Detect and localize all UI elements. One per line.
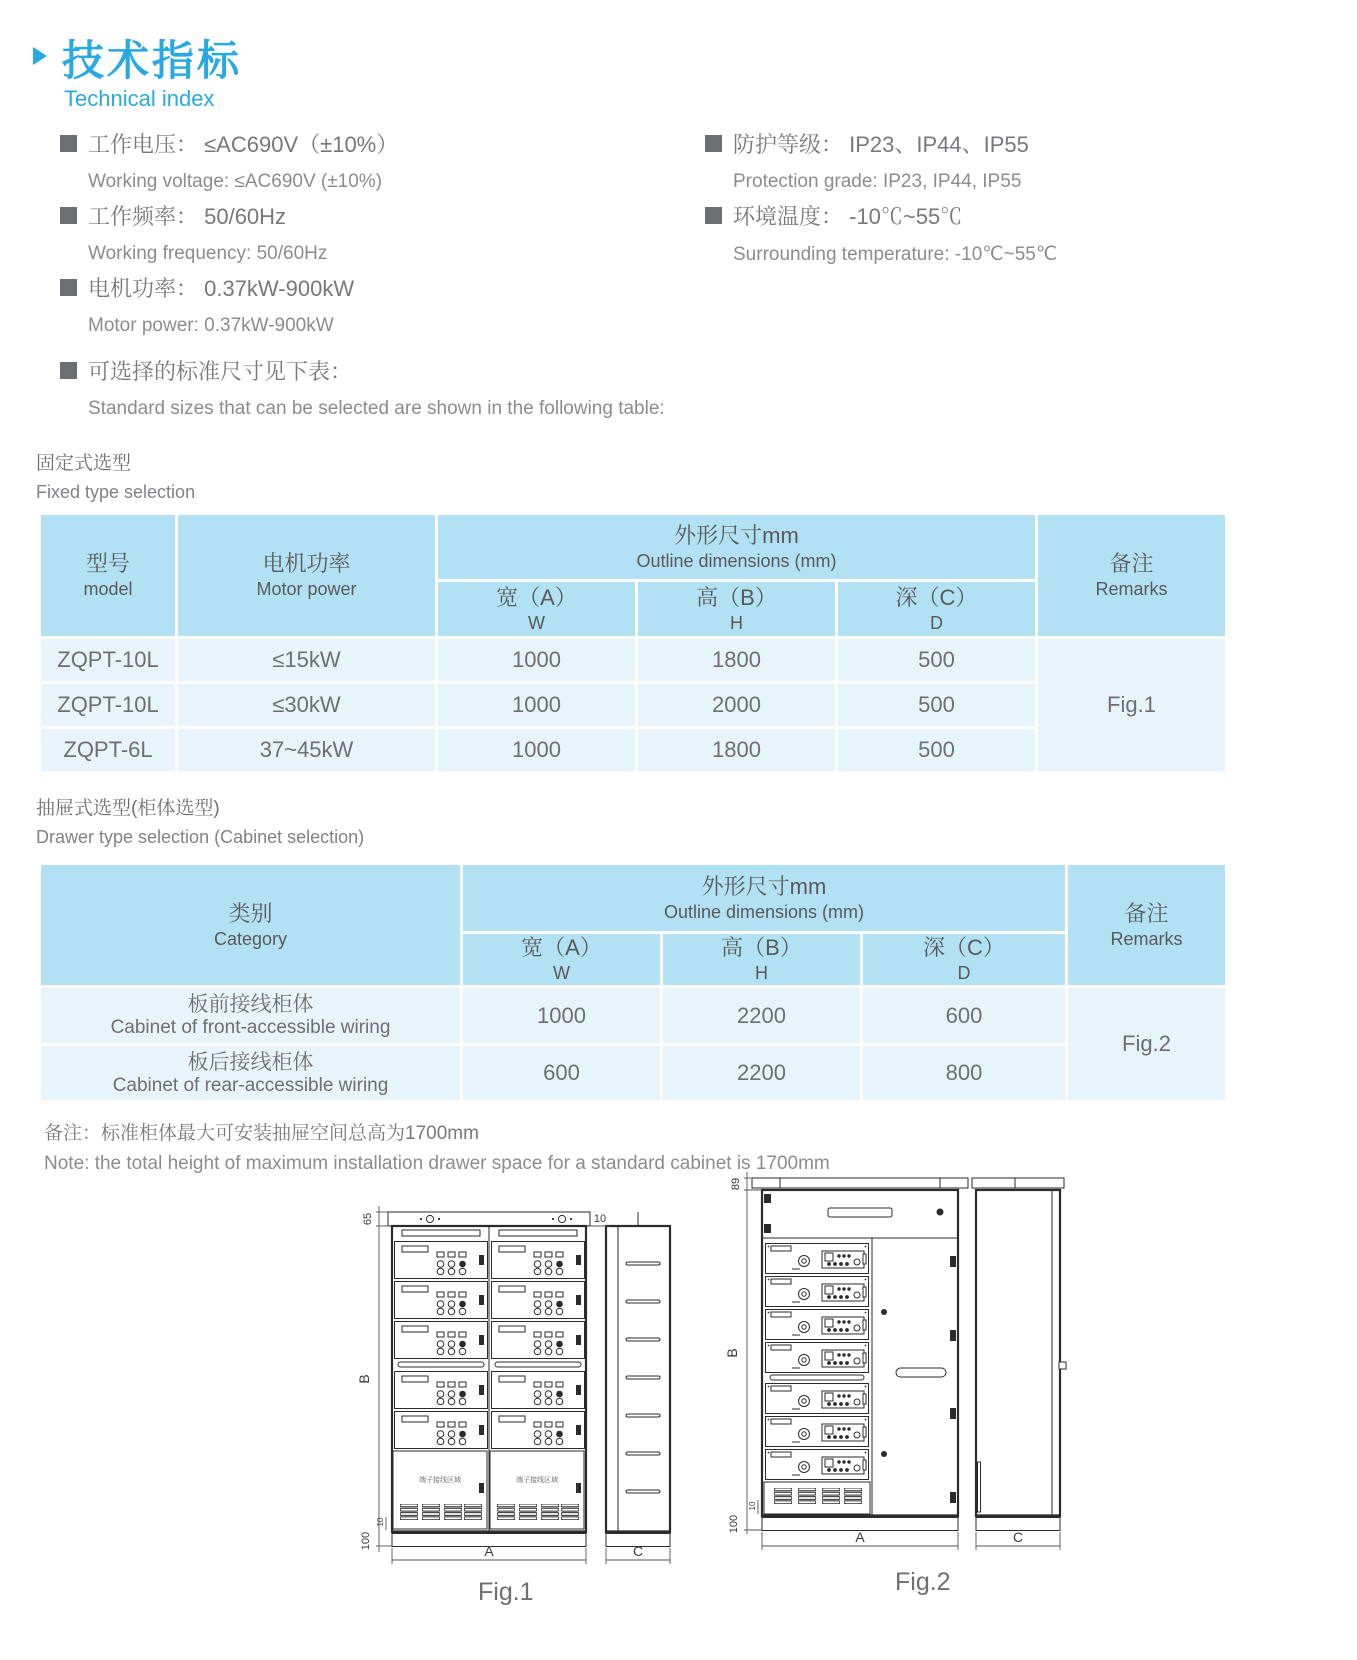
fig2-front-view <box>752 1178 968 1531</box>
dim-width: A <box>855 1529 865 1545</box>
spec-cn: 环境温度： -10℃~55℃ <box>733 204 963 229</box>
header-cn: 深（C） <box>895 584 978 610</box>
header-cn: 类别 <box>228 900 273 926</box>
cell-width: 1000 <box>437 683 637 728</box>
spec-motor-power <box>60 272 354 337</box>
dim-width: A <box>484 1543 494 1559</box>
dim-cap-height: 89 <box>730 1177 742 1191</box>
drawer-type-table <box>38 862 1228 1103</box>
cell-model: ZQPT-10L <box>40 683 177 728</box>
col-header-outline-dimensions <box>437 514 1037 581</box>
footnote-cn: 备注：标准柜体最大可安装抽屉空间总高为1700mm <box>44 1123 479 1144</box>
section-label-cn: 固定式选型 <box>36 453 132 474</box>
col-header-width <box>462 933 662 987</box>
table-row <box>40 638 1227 683</box>
terminal-area-label: 端子接线区域 <box>419 1477 461 1484</box>
cell-remarks: Fig.2 <box>1067 987 1227 1102</box>
fig1-cabinet-drawing <box>338 1192 688 1582</box>
dim-depth: C <box>1012 1529 1024 1545</box>
header-cn: 外形尺寸mm <box>674 522 799 548</box>
header-en: Remarks <box>1095 579 1168 599</box>
section-label-en: Drawer type selection (Cabinet selection) <box>36 827 365 847</box>
category-cn: 板后接线柜体 <box>187 1050 314 1074</box>
header-cn: 备注 <box>1124 900 1169 926</box>
table-row <box>40 987 1227 1045</box>
drawer-type-section-label <box>36 793 364 848</box>
cell-height: 2200 <box>662 987 862 1045</box>
section-arrow-icon <box>33 47 47 65</box>
category-cn: 板前接线柜体 <box>187 993 314 1016</box>
cell-power: ≤30kW <box>177 683 437 728</box>
header-en: H <box>755 963 768 983</box>
page-title: 技术指标 <box>62 37 243 84</box>
spec-standard-sizes <box>60 355 665 420</box>
fig1-caption: Fig.1 <box>478 1578 534 1606</box>
header-en: Outline dimensions (mm) <box>636 550 837 571</box>
fig2-caption: Fig.2 <box>895 1568 951 1596</box>
cell-power: ≤15kW <box>177 638 437 683</box>
cell-power: 37~45kW <box>177 728 437 773</box>
cell-category <box>40 987 462 1045</box>
fig1-side-view <box>606 1212 670 1547</box>
spec-en: Working frequency: 50/60Hz <box>88 243 328 264</box>
header-cn: 外形尺寸mm <box>701 873 827 899</box>
col-header-model <box>40 514 177 638</box>
dim-cap-overhang: 10 <box>593 1213 607 1225</box>
cell-depth: 800 <box>862 1045 1067 1102</box>
header-en: D <box>930 612 943 633</box>
header-cn: 深（C） <box>923 935 1005 960</box>
table-row <box>40 1045 1227 1102</box>
terminal-area-label: 端子接线区域 <box>516 1477 558 1484</box>
bullet-square-icon <box>705 207 722 224</box>
page-subtitle: Technical index <box>64 86 215 111</box>
cell-category <box>40 1045 462 1102</box>
cell-height: 2000 <box>637 683 837 728</box>
dim-base-height: 100 <box>728 1514 740 1534</box>
header-en: W <box>528 612 545 633</box>
dim-cap-height: 65 <box>362 1212 374 1226</box>
col-header-height <box>637 581 837 638</box>
cell-width: 1000 <box>437 638 637 683</box>
dim-vent-offset: 10 <box>748 1501 757 1511</box>
section-label-cn: 抽屉式选型(柜体选型) <box>36 798 220 819</box>
cell-depth: 500 <box>837 638 1037 683</box>
spec-cn: 可选择的标准尺寸见下表： <box>88 359 353 384</box>
spec-en: Standard sizes that can be selected are shown in the following table: <box>88 398 665 419</box>
cell-depth: 500 <box>837 683 1037 728</box>
header-en: H <box>730 612 743 633</box>
header-cn: 电机功率 <box>262 551 351 576</box>
cell-width: 1000 <box>462 987 662 1045</box>
cell-depth: 500 <box>837 728 1037 773</box>
col-header-remarks <box>1067 864 1227 987</box>
header-cn: 型号 <box>85 551 130 576</box>
dim-body-height: B <box>724 1348 740 1358</box>
fig2-cabinet-drawing <box>710 1162 1080 1582</box>
spec-cn: 工作电压： ≤AC690V（±10%） <box>88 132 399 157</box>
cell-height: 2200 <box>662 1045 862 1102</box>
header-en: Motor power <box>256 579 357 599</box>
fig2-side-view <box>972 1178 1066 1531</box>
cell-width: 1000 <box>437 728 637 773</box>
spec-cn: 工作频率： 50/60Hz <box>88 204 287 229</box>
spec-en: Motor power: 0.37kW-900kW <box>88 315 334 336</box>
spec-en: Working voltage: ≤AC690V (±10%) <box>88 171 383 192</box>
footnote-en: Note: the total height of maximum installation drawer space for a standard cabinet is 1700mm <box>44 1153 830 1174</box>
cell-remarks: Fig.1 <box>1037 638 1227 773</box>
cell-model: ZQPT-6L <box>40 728 177 773</box>
header-en: Outline dimensions (mm) <box>663 901 865 922</box>
spec-protection-grade <box>705 128 1029 193</box>
dim-vent-offset: 10 <box>376 1517 385 1527</box>
spec-en: Protection grade: IP23, IP44, IP55 <box>733 171 1022 192</box>
bullet-square-icon <box>60 207 77 224</box>
bullet-square-icon <box>60 135 77 152</box>
header-en: model <box>83 579 133 599</box>
header-en: Remarks <box>1110 928 1183 949</box>
spec-working-frequency <box>60 200 327 265</box>
dim-depth: C <box>632 1543 644 1559</box>
category-en: Cabinet of rear-accessible wiring <box>112 1074 389 1096</box>
col-header-outline-dimensions <box>462 864 1067 933</box>
spec-surrounding-temperature <box>705 200 1057 266</box>
col-header-category <box>40 864 462 987</box>
fig1-front-view <box>388 1212 590 1547</box>
spec-working-voltage <box>60 128 398 193</box>
header-cn: 宽（A） <box>496 584 577 610</box>
col-header-motor-power <box>177 514 437 638</box>
dim-base-height: 100 <box>360 1531 372 1551</box>
col-header-depth <box>862 933 1067 987</box>
cell-depth: 600 <box>862 987 1067 1045</box>
fixed-type-table <box>38 512 1228 774</box>
category-en: Cabinet of front-accessible wiring <box>110 1017 391 1038</box>
header-cn: 高（B） <box>696 584 777 610</box>
col-header-height <box>662 933 862 987</box>
spec-en: Surrounding temperature: -10℃~55℃ <box>733 244 1058 265</box>
bullet-square-icon <box>60 279 77 296</box>
fixed-type-section-label <box>36 448 195 503</box>
header-en: Category <box>213 928 288 949</box>
bullet-square-icon <box>60 362 77 379</box>
header-en: W <box>553 963 570 983</box>
section-label-en: Fixed type selection <box>36 482 196 502</box>
cell-width: 600 <box>462 1045 662 1102</box>
spec-cn: 电机功率： 0.37kW-900kW <box>88 276 355 301</box>
header-en: D <box>957 963 971 983</box>
col-header-depth <box>837 581 1037 638</box>
header-cn: 备注 <box>1109 551 1154 576</box>
cell-model: ZQPT-10L <box>40 638 177 683</box>
col-header-remarks <box>1037 514 1227 638</box>
header-cn: 宽（A） <box>521 935 602 960</box>
spec-cn: 防护等级： IP23、IP44、IP55 <box>733 132 1029 157</box>
dim-body-height: B <box>356 1374 372 1384</box>
header-cn: 高（B） <box>721 935 802 960</box>
cell-height: 1800 <box>637 728 837 773</box>
col-header-width <box>437 581 637 638</box>
bullet-square-icon <box>705 135 722 152</box>
cell-height: 1800 <box>637 638 837 683</box>
